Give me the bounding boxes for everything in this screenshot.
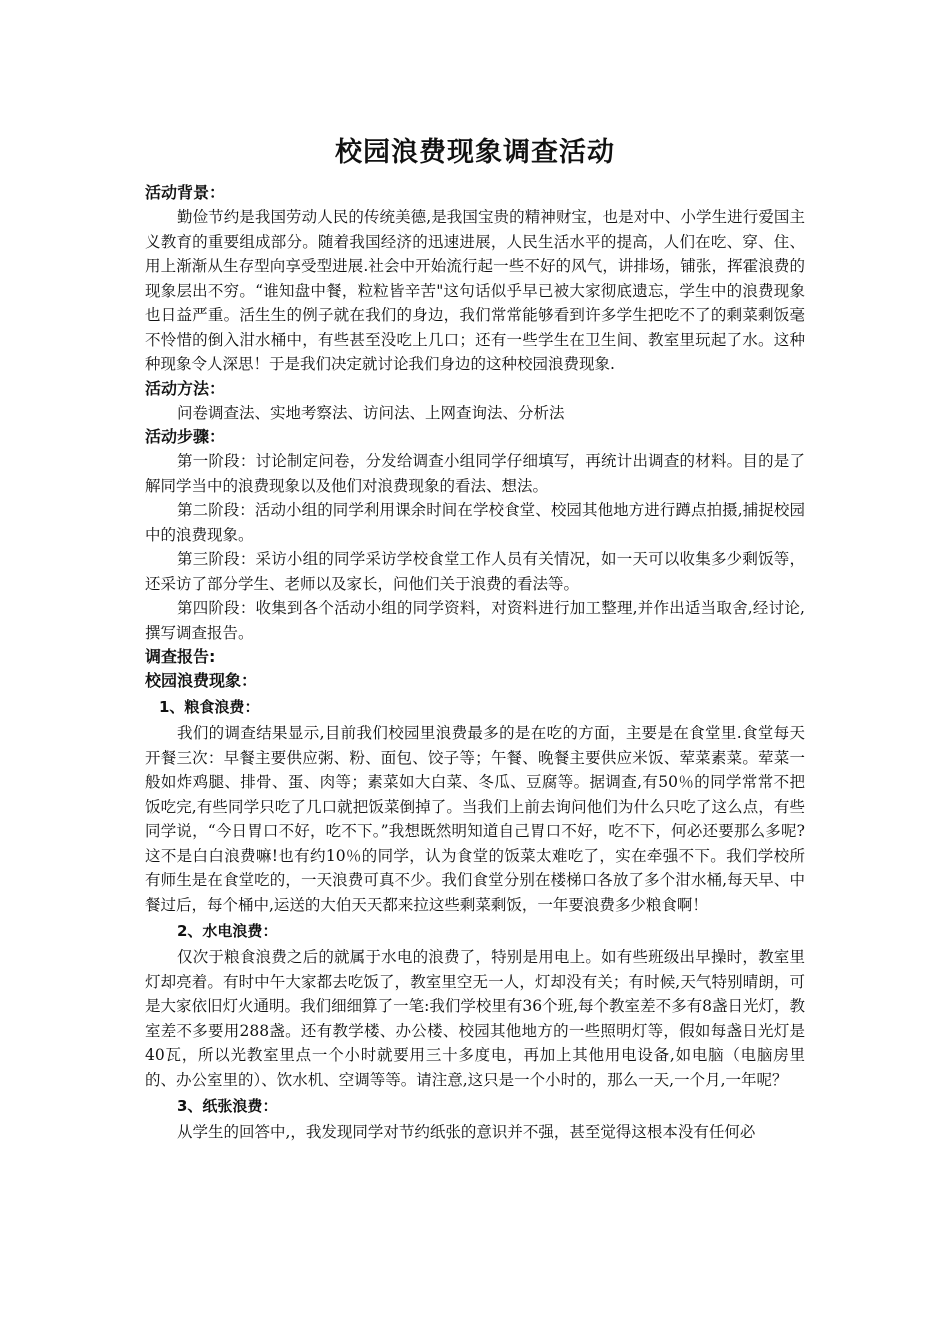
report-subheading: 校园浪费现象： xyxy=(145,671,258,690)
document-title: 校园浪费现象调查活动 xyxy=(335,137,615,168)
step-paragraph: 第三阶段：采访小组的同学采访学校食堂工作人员有关情况，如一天可以收集多少剩饭等，还采访了部分学生、老师以及家长，问他们关于浪费的看法等。 xyxy=(145,550,805,593)
background-paragraph: 勤俭节约是我国劳动人民的传统美德,是我国宝贵的精神财宝，也是对中、小学生进行爱国主义教育的重要组成部分。随着我国经济的迅速进展，人民生活水平的提高，人们在吃、穿、住、用上渐渐从生存型向享受型进展.社会中开始流行起一些不好的风气，讲排场，铺张，挥霍浪费的现象层出不穷。“谁知盘中餐，粒粒皆辛苦"这句话似乎早已被大家彻底遗忘，学生中的浪费现象也日益严重。活生生的例子就在我们的身边，我们常常能够看到许多学生把吃不了的剩菜剩饭毫不怜惜的倒入泔水桶中，有些甚至没吃上几口；还有一些学生在卫生间、教室里玩起了水。这种种现象令人深思！于是我们决定就讨论我们身边的这种校园浪费现象. xyxy=(145,208,805,373)
food-waste-paragraph: 我们的调查结果显示,目前我们校园里浪费最多的是在吃的方面，主要是在食堂里.食堂每天开餐三次：早餐主要供应粥、粉、面包、饺子等；午餐、晚餐主要供应米饭、荤菜素菜。荤菜一般如炸鸡腿、排骨、蛋、肉等；素菜如大白菜、冬瓜、豆腐等。据调查,有50％的同学常常不把饭吃完,有些同学只吃了几口就把饭菜倒掉了。当我们上前去询问他们为什么只吃了这么点，有些同学说，“今日胃口不好，吃不下。”我想既然明知道自己胃口不好，吃不下，何必还要那么多呢?这不是白白浪费嘛!也有约10％的同学，认为食堂的饭菜太难吃了，实在牵强不下。我们学校所有师生是在食堂吃的，一天浪费可真不少。我们食堂分别在楼梯口各放了多个泔水桶,每天早、中餐过后，每个桶中,运送的大伯天天都来拉这些剩菜剩饭，一年要浪费多少粮食啊！ xyxy=(145,724,805,914)
method-heading: 活动方法： xyxy=(145,378,226,398)
utility-waste-heading: 2、水电浪费： xyxy=(177,922,278,940)
step-paragraph: 第二阶段：活动小组的同学利用课余时间在学校食堂、校园其他地方进行蹲点拍摄,捕捉校园中的浪费现象。 xyxy=(145,501,805,544)
method-paragraph: 问卷调查法、实地考察法、访问法、上网查询法、分析法 xyxy=(177,403,565,422)
paper-waste-heading: 3、纸张浪费： xyxy=(177,1097,278,1115)
report-heading: 调查报告: xyxy=(145,647,216,666)
document-content xyxy=(145,130,805,1145)
steps-heading: 活动步骤： xyxy=(145,427,226,446)
step-paragraph: 第四阶段：收集到各个活动小组的同学资料，对资料进行加工整理,并作出适当取舍,经讨论,撰写调查报告。 xyxy=(145,599,805,642)
step-paragraph: 第一阶段：讨论制定问卷，分发给调查小组同学仔细填写，再统计出调查的材料。目的是了解同学当中的浪费现象以及他们对浪费现象的看法、想法。 xyxy=(145,452,805,495)
food-waste-heading: 1、粮食浪费： xyxy=(159,698,260,716)
utility-waste-paragraph: 仅次于粮食浪费之后的就属于水电的浪费了，特别是用电上。如有些班级出早操时，教室里灯却亮着。有时中午大家都去吃饭了，教室里空无一人，灯却没有关；有时候,天气特别晴朗，可是大家依旧灯火通明。我们细细算了一笔:我们学校里有36个班,每个教室差不多有8盏日光灯，教室差不多要用288盏。还有教学楼、办公楼、校园其他地方的一些照明灯等，假如每盏日光灯是40瓦，所以光教室里点一个小时就要用三十多度电，再加上其他用电设备,如电脑（电脑房里的、办公室里的）、饮水机、空调等等。请注意,这只是一个小时的，那么一天,一个月,一年呢？ xyxy=(145,948,805,1089)
paper-waste-paragraph: 从学生的回答中,，我发现同学对节约纸张的意识并不强，甚至觉得这根本没有任何必 xyxy=(177,1123,756,1141)
background-heading: 活动背景： xyxy=(145,183,226,202)
